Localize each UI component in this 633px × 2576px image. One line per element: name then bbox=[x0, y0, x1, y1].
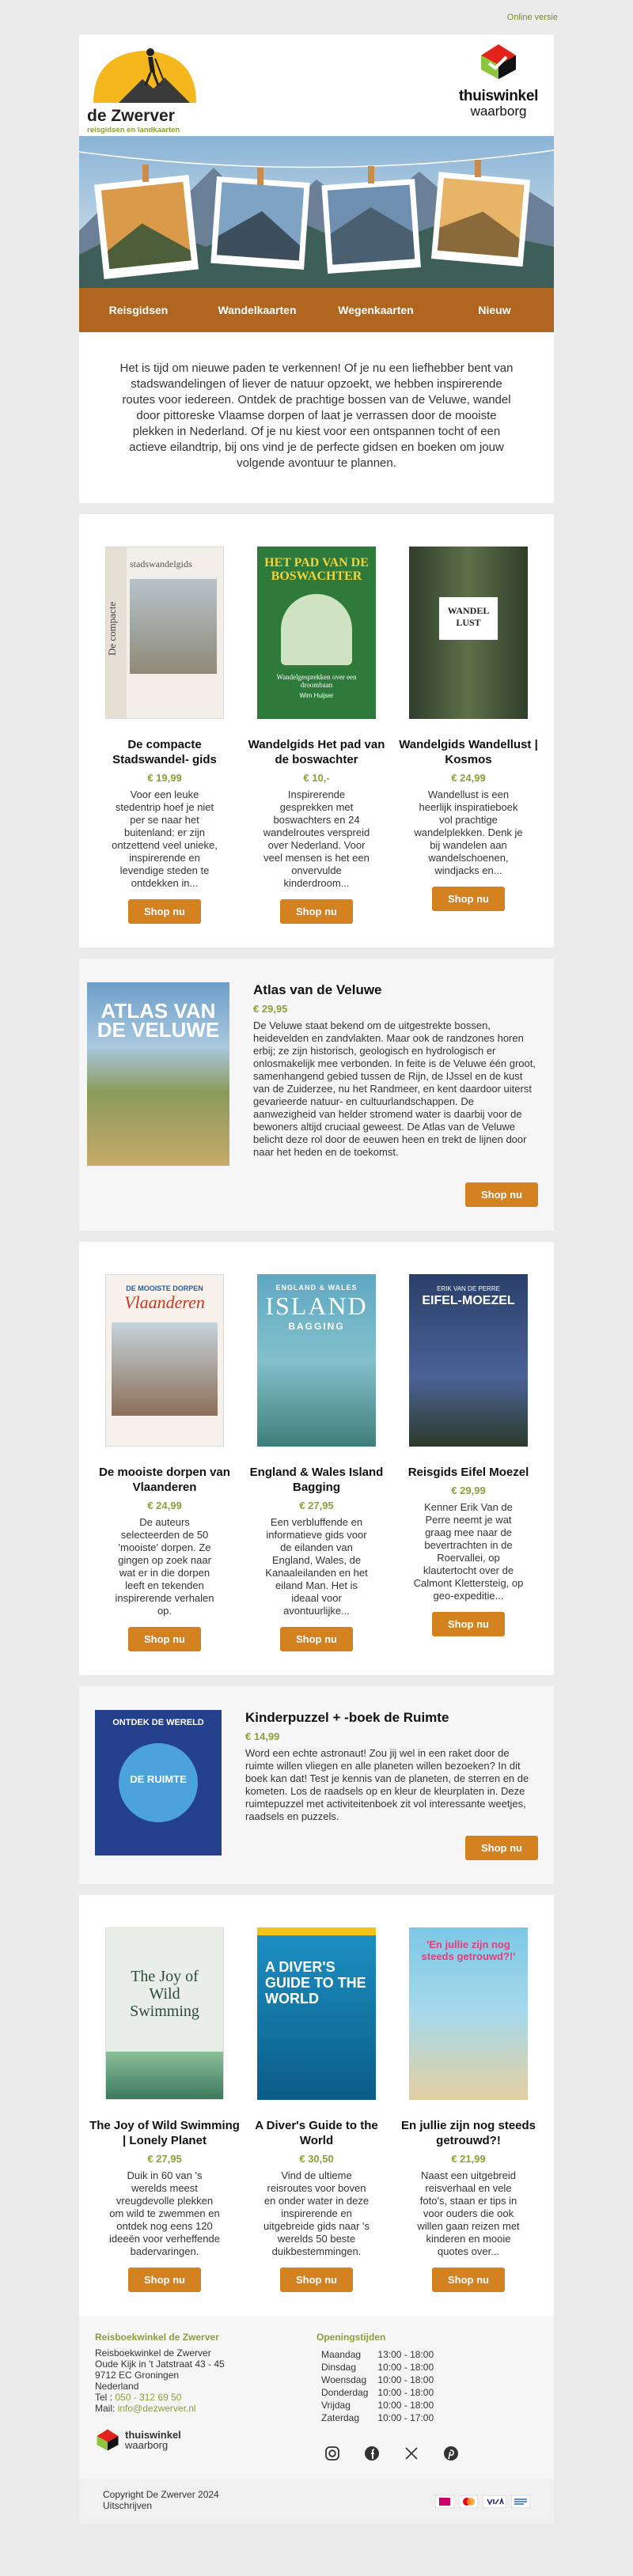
ideal-icon bbox=[435, 2495, 454, 2508]
product-title[interactable]: Reisgids Eifel Moezel bbox=[407, 1466, 529, 1479]
product-title[interactable]: De compacte Stadswandel- gids bbox=[112, 738, 217, 766]
footer bbox=[79, 2316, 554, 2480]
thuiswinkel-icon bbox=[478, 43, 519, 81]
feature-title[interactable]: Kinderpuzzel + -boek de Ruimte bbox=[245, 1710, 449, 1725]
product-price: € 21,99 bbox=[451, 2153, 486, 2165]
online-version-link[interactable]: Online versie bbox=[506, 13, 558, 22]
x-icon[interactable] bbox=[404, 2445, 419, 2464]
shop-button[interactable]: Shop nu bbox=[128, 899, 201, 924]
product-desc: Een verbluffende en informatieve gids voor de eilanden van England, Wales, de Kanaaleilanden en het eiland Man. Het is ideaal voor avontuurlijke... bbox=[265, 1516, 368, 1617]
product-desc: De auteurs selecteerden de 50 'mooiste' dorpen. Ze gingen op zoek naar wat er in die dorpen leeft en tekenden inspirerende verhalen op. bbox=[115, 1516, 214, 1617]
nav-nieuw[interactable]: Nieuw bbox=[478, 304, 511, 316]
feature-atlas bbox=[79, 959, 554, 1231]
product-desc: Vind de ultieme reisroutes voor boven en onder water in deze inspirerende en uitgebreide gids naar 's werelds 50 beste duikbestemmingen. bbox=[263, 2169, 370, 2257]
product-card bbox=[392, 538, 544, 924]
product-row-3 bbox=[79, 1895, 554, 2316]
book-cover[interactable]: WANDEL LUST bbox=[409, 547, 528, 719]
product-title[interactable]: De mooiste dorpen van Vlaanderen bbox=[99, 1466, 230, 1494]
copyright-bar: Copyright De Zwerver 2024 Uitschrijven bbox=[79, 2480, 554, 2524]
book-cover[interactable]: De compacte stadswandelgids bbox=[105, 547, 224, 719]
pinterest-icon[interactable] bbox=[443, 2445, 459, 2464]
brand-tagline: reisgidsen en landkaarten bbox=[87, 126, 180, 134]
product-desc: Duik in 60 van 's werelds meest vreugdevolle plekken om wild te zwemmen en ontdek nog eens 120 ideeën voor verheffende badervaringen. bbox=[109, 2169, 220, 2257]
product-title[interactable]: Wandelgids Wandellust | Kosmos bbox=[399, 738, 538, 766]
shop-button[interactable]: Shop nu bbox=[432, 2268, 505, 2292]
shop-button[interactable]: Shop nu bbox=[432, 887, 505, 911]
email-container bbox=[79, 35, 554, 2524]
trust-sub: waarborg bbox=[470, 104, 527, 119]
shop-button[interactable]: Shop nu bbox=[465, 1836, 538, 1860]
header bbox=[79, 35, 554, 136]
product-card bbox=[89, 1265, 241, 1651]
product-card bbox=[241, 538, 392, 924]
thuiswinkel-logo[interactable] bbox=[451, 43, 546, 130]
feature-title[interactable]: Atlas van de Veluwe bbox=[253, 982, 382, 997]
product-card bbox=[89, 538, 241, 924]
book-cover[interactable]: ENGLAND & WALES ISLAND BAGGING bbox=[257, 1274, 376, 1447]
product-title[interactable]: The Joy of Wild Swimming | Lonely Planet bbox=[89, 2119, 240, 2147]
product-price: € 19,99 bbox=[147, 772, 182, 784]
social-links bbox=[324, 2445, 538, 2464]
product-card bbox=[392, 1265, 544, 1651]
feature-price: € 29,95 bbox=[253, 1003, 288, 1015]
book-cover[interactable]: The Joy of Wild Swimming bbox=[105, 1927, 224, 2100]
product-card bbox=[241, 1919, 392, 2292]
book-cover[interactable]: A DIVER'S GUIDE TO THE WORLD bbox=[257, 1927, 376, 2100]
shop-button[interactable]: Shop nu bbox=[280, 2268, 353, 2292]
product-title[interactable]: Wandelgids Het pad van de boswachter bbox=[248, 738, 385, 766]
dezwerver-logo[interactable] bbox=[87, 41, 203, 134]
shop-button[interactable]: Shop nu bbox=[432, 1612, 505, 1636]
hero-banner bbox=[79, 136, 554, 288]
product-price: € 27,95 bbox=[147, 2153, 182, 2165]
product-row-2 bbox=[79, 1242, 554, 1675]
unsubscribe-link[interactable]: Uitschrijven bbox=[103, 2500, 153, 2511]
visa-icon bbox=[483, 2495, 506, 2508]
book-cover[interactable]: ATLAS VAN DE VELUWE bbox=[87, 982, 229, 1166]
product-price: € 27,95 bbox=[299, 1500, 334, 1511]
opening-hours: Openingstijden Maandag 13:00 - 18:00 Dinsdag 10:00 - 18:00 Woensdag 10:00 - 18:00 Donderdag 10:00 - 18:00 Vrijdag 10:00 - 18:00 Zaterdag 10:00 - 17:00 bbox=[316, 2332, 538, 2464]
intro-text: Het is tijd om nieuwe paden te verkennen! Of je nu een liefhebber bent van stadswandelingen of liever de natuur opzoekt, we hebben inspirerende routes voor iedereen. Ontdek de prachtige bossen van de Veluwe, wandel door pittoreske Vlaamse dorpen of laat je verrassen door de mooiste plekken in Nederland. Of je nu kiest voor een ontspannen tocht of een actieve eilandtrip, bij ons vind je de perfecte gidsen en boeken om jouw volgende avontuur te plannen. bbox=[119, 361, 514, 470]
product-card bbox=[89, 1919, 241, 2292]
thuiswinkel-footer-logo[interactable]: thuiswinkel waarborg bbox=[95, 2428, 316, 2452]
product-price: € 30,50 bbox=[299, 2153, 334, 2165]
instagram-icon[interactable] bbox=[324, 2445, 340, 2464]
product-row-1 bbox=[79, 514, 554, 948]
shop-button[interactable]: Shop nu bbox=[128, 2268, 201, 2292]
product-price: € 24,99 bbox=[147, 1500, 182, 1511]
facebook-icon[interactable] bbox=[364, 2445, 380, 2464]
bank-transfer-icon bbox=[511, 2495, 530, 2508]
feature-desc: De Veluwe staat bekend om de uitgestrekte bossen, heidevelden en zandvlakten. Maar ook de randzones horen erbij; ze zijn historisch, geologisch en hydrologisch er onlosmakelijk mee verbonden. In feite is de Veluwe één groot, samenhangend gebied tussen de Rijn, de IJssel en de kust van de Zuiderzee, nu het Randmeer, en kent daardoor uiterst gevarieerde natuur- en cultuurlandschappen. De aanwezigheid van helder stromend water is daarbij voor de bewoners altijd cruciaal geweest. De Atlas van de Veluwe belicht deze rol door de eeuwen heen en trekt de lijnen door naar het heden en de toekomst. bbox=[253, 1019, 536, 1158]
feature-desc: Word een echte astronaut! Zou jij wel in een raket door de ruimte willen vliegen en alle planeten willen bezoeken? In dit boek kan dat! Test je kennis van de planeten, de sterren en de kometen. Los de raadsels op en kleur de kleurplaten in. Deze ruimtepuzzel met activiteitenboek zit vol interessante weetjes, raadsels en puzzels. bbox=[245, 1747, 529, 1822]
product-card bbox=[241, 1265, 392, 1651]
mastercard-icon bbox=[459, 2495, 478, 2508]
product-title[interactable]: En jullie zijn nog steeds getrouwd?! bbox=[400, 2119, 536, 2147]
book-cover[interactable]: HET PAD VAN DE BOSWACHTER Wandelgesprekken over een droombaan Wim Huijser bbox=[257, 547, 376, 719]
product-desc: Kenner Erik Van de Perre neemt je wat graag mee naar de bevertrachten in de Roervallei, op klautertocht over de Calmont Klettersteig, op geo-expeditie... bbox=[413, 1501, 524, 1602]
main-nav bbox=[79, 288, 554, 332]
store-info: Reisboekwinkel de Zwerver Reisboekwinkel de Zwerver Oude Kijk in 't Jatstraat 43 - 45 9712 EC Groningen Nederland Tel : 050 - 312 69 50 Mail: info@dezwerver.nl thuiswinkel waarborg bbox=[95, 2332, 316, 2464]
mail-link[interactable]: info@dezwerver.nl bbox=[117, 2403, 196, 2414]
book-cover[interactable]: ERIK VAN DE PERRE EIFEL-MOEZEL bbox=[409, 1274, 528, 1447]
product-price: € 29,99 bbox=[451, 1485, 486, 1496]
shop-button[interactable]: Shop nu bbox=[280, 1627, 353, 1651]
shop-button[interactable]: Shop nu bbox=[465, 1182, 538, 1207]
book-cover[interactable]: 'En jullie zijn nog steeds getrouwd?!' bbox=[409, 1927, 528, 2100]
product-card bbox=[392, 1919, 544, 2292]
product-desc: Naast een uitgebreid reisverhaal en vele foto's, staan er tips in voor ouders die ook willen gaan reizen met kinderen en mooie quotes over... bbox=[417, 2169, 520, 2257]
feature-kinderpuzzel bbox=[79, 1686, 554, 1884]
product-price: € 24,99 bbox=[451, 772, 486, 784]
brand-name: de Zwerver bbox=[87, 107, 175, 125]
phone-link[interactable]: 050 - 312 69 50 bbox=[115, 2392, 182, 2403]
shop-button[interactable]: Shop nu bbox=[280, 899, 353, 924]
nav-wegenkaarten[interactable]: Wegenkaarten bbox=[338, 304, 414, 316]
product-desc: Voor een leuke stedentrip hoef je niet per se naar het buitenland: er zijn ontzettend veel unieke, inspirerende en levendige steden te ontdekken in... bbox=[112, 789, 218, 889]
product-price: € 10,- bbox=[303, 772, 330, 784]
shop-button[interactable]: Shop nu bbox=[128, 1627, 201, 1651]
payment-icons bbox=[435, 2495, 530, 2508]
product-desc: Inspirerende gesprekken met boswachters en 24 wandelroutes verspreid over Nederland. Voor veel mensen is het een onvervulde kinderdroom... bbox=[263, 789, 370, 889]
product-title[interactable]: A Diver's Guide to the World bbox=[255, 2119, 378, 2147]
book-cover[interactable]: ONTDEK DE WERELD DE RUIMTE bbox=[95, 1710, 222, 1855]
trust-name: thuiswinkel bbox=[458, 88, 539, 104]
nav-reisgidsen[interactable]: Reisgidsen bbox=[108, 304, 169, 316]
feature-price: € 14,99 bbox=[245, 1731, 280, 1742]
product-title[interactable]: England & Wales Island Bagging bbox=[249, 1466, 384, 1494]
book-cover[interactable]: DE MOOISTE DORPEN Vlaanderen bbox=[105, 1274, 224, 1447]
nav-wandelkaarten[interactable]: Wandelkaarten bbox=[218, 304, 297, 316]
product-desc: Wandellust is een heerlijk inspiratieboek vol prachtige wandelplekken. Denk je bij wandelen aan wandelschoenen, windjacks en... bbox=[414, 789, 523, 876]
